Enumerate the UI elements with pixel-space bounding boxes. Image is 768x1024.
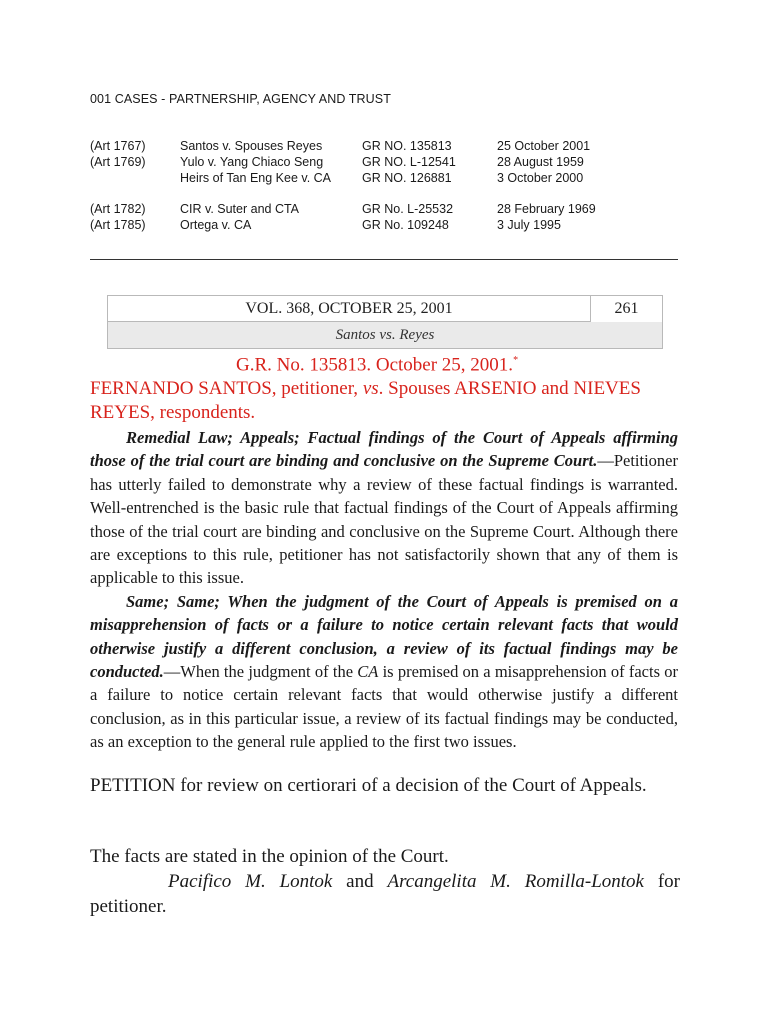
document-header: 001 CASES - PARTNERSHIP, AGENCY AND TRUST — [90, 92, 391, 106]
syllabus — [90, 426, 678, 754]
case-gr-number: GR NO. 126881 — [362, 171, 452, 185]
page-number: 261 — [614, 300, 639, 317]
headnote: Same; Same; When the judgment of the Court of Appeals is premised on a misapprehension of facts or a failure to notice certain relevant facts that would otherwise justify a different conclusion, a review of its factual findings may be conducted. — [90, 591, 678, 682]
petition-statement: PETITION for review on certiorari of a decision of the Court of Appeals. — [90, 775, 647, 796]
case-name: Heirs of Tan Eng Kee v. CA — [180, 171, 332, 185]
gr-number: G.R. No. 135813. October 25, 2001. — [236, 354, 514, 376]
case-name: Santos v. Spouses Reyes — [180, 139, 323, 153]
case-article: (Art 1769) — [90, 155, 146, 169]
volume-label: VOL. 368, OCTOBER 25, 2001 — [108, 296, 591, 322]
em-dash: — — [597, 451, 614, 471]
case-gr-number: GR NO. 135813 — [362, 139, 452, 153]
syllabus-paragraph-1 — [90, 426, 678, 590]
counsel-conjunction: and — [332, 871, 388, 892]
case-name: Ortega v. CA — [180, 218, 252, 232]
syllabus-body: is premised on a misapprehension of facts or a failure to notice certain relevant facts that would otherwise justify a different conclusion, as in this particular issue, a review of its factual findings may be conducted, as an exception to the general rule applied to the first two issues. — [90, 662, 678, 752]
citation-box — [107, 295, 663, 349]
case-date: 28 August 1959 — [497, 155, 584, 169]
footnote-mark: * — [513, 355, 519, 366]
parties — [90, 377, 680, 425]
case-date: 25 October 2001 — [497, 139, 591, 153]
counsel-line — [90, 869, 680, 919]
ca-abbrev: CA — [357, 662, 379, 682]
case-gr-number: GR No. 109248 — [362, 218, 449, 232]
short-title: Santos vs. Reyes — [108, 322, 662, 348]
case-article: (Art 1782) — [90, 202, 146, 216]
gr-line — [90, 349, 680, 377]
case-gr-number: GR No. L-25532 — [362, 202, 454, 216]
versus: vs — [362, 378, 379, 400]
horizontal-rule — [90, 259, 678, 260]
case-name: CIR v. Suter and CTA — [180, 202, 300, 216]
counsel-role: for petitioner. — [90, 871, 680, 917]
parties-respondents: . Spouses ARSENIO and NIEVES REYES, respondents. — [90, 378, 641, 424]
case-caption — [90, 349, 680, 425]
syllabus-paragraph-2 — [90, 590, 678, 754]
case-name: Yulo v. Yang Chiaco Seng — [180, 155, 324, 169]
case-article: (Art 1767) — [90, 139, 146, 153]
parties-petitioner: FERNANDO SANTOS, petitioner, — [90, 378, 363, 400]
case-date: 28 February 1969 — [497, 202, 596, 216]
counsel-name: Pacifico M. Lontok — [168, 871, 333, 892]
facts-statement: The facts are stated in the opinion of the Court. — [90, 846, 449, 867]
case-article: (Art 1785) — [90, 218, 146, 232]
counsel-name: Arcangelita M. Romilla-Lontok — [387, 871, 644, 892]
headnote: Remedial Law; Appeals; Factual findings of the Court of Appeals affirming those of the trial court are binding and conclusive on the Supreme Court. — [90, 428, 678, 471]
case-gr-number: GR NO. L-12541 — [362, 155, 456, 169]
syllabus-body: Petitioner has utterly failed to demonstrate why a review of these factual findings is warranted. Well-entrenched is the basic rule that factual findings of the Court of Appeals affirming those of the trial court are binding and conclusive on the Supreme Court. Although there are exceptions to this rule, petitioner has not satisfactorily shown that any of them is applicable to this issue. — [90, 451, 678, 588]
case-date: 3 July 1995 — [497, 218, 561, 232]
syllabus-body: —When the judgment of the — [163, 662, 358, 682]
case-date: 3 October 2000 — [497, 171, 584, 185]
